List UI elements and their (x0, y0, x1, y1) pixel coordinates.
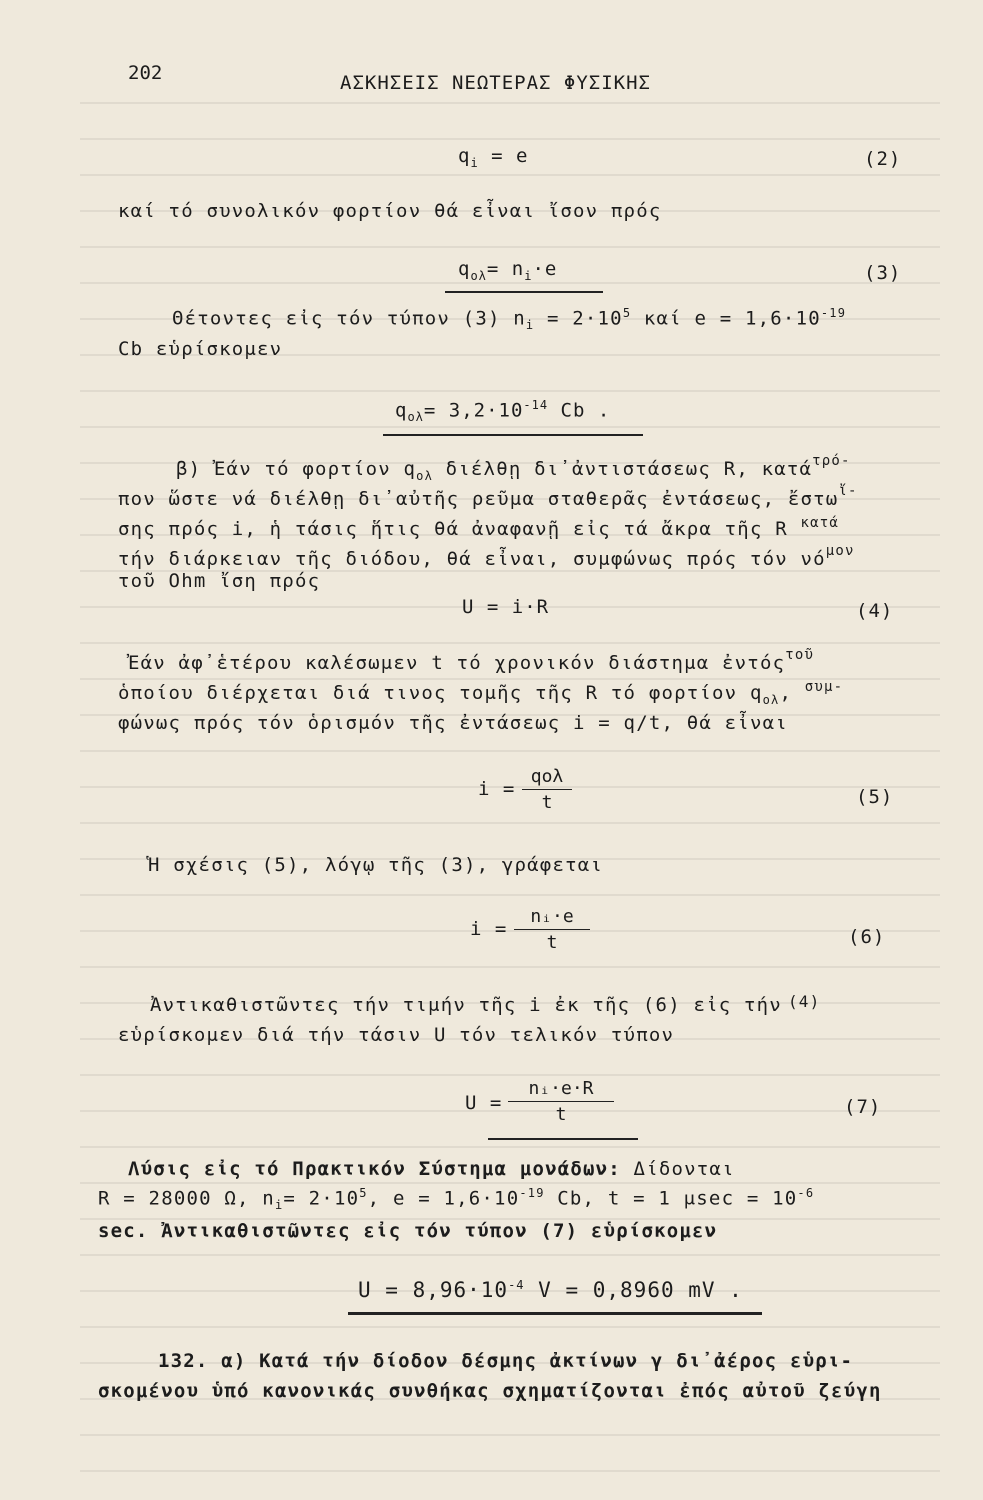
text-line: καί τό συνολικόν φορτίον θά εἶναι ἴσον πρός (118, 200, 662, 222)
equation-5-lhs: i = (478, 778, 516, 800)
page-number: 202 (128, 62, 163, 84)
exercise-132-line: σκομένου ὑπό κανονικάς συνθήκας σχηματίζονται ἐπός αὐτοῦ ζεύγη (98, 1380, 882, 1402)
text-line: β) Ἐάν τό φορτίον $q_{o\lambda}$ διέλθῃ δι᾽ἀντιστάσεως R, κατά$^{\tau\rho ό-}$ (176, 453, 851, 483)
text-line: τήν διάρκειαν τῆς διόδου, θά εἶναι, συμφώνως πρός τόν $\nu ό^{\mu o\nu}$ (118, 543, 855, 570)
equation-4: U = i·R (462, 596, 550, 618)
final-result: $U = 8,96\cdot 10^{-4}$ V = 0,8960 mV . (358, 1278, 743, 1302)
equation-5-fraction: qολ t (522, 766, 572, 813)
solution-heading: Λύσις εἰς τό Πρακτικόν Σύστημα μονάδων: Δίδονται (128, 1158, 735, 1180)
equation-underline (445, 291, 603, 293)
text-line: φώνως πρός τόν ὁρισμόν τῆς ἐντάσεως i = q/t, θά εἶναι (118, 712, 788, 734)
text-line: Ἡ σχέσις (5), λόγῳ τῆς (3), γράφεται (148, 854, 604, 876)
text-line: Ἐάν ἀφ᾽ἑτέρου καλέσωμεν t τό χρονικόν διάστημα ἐντός$^{\tau oῦ}$ (128, 647, 815, 674)
text-line: sec. Ἀντικαθιστῶντες εἰς τόν τύπον (7) εὑρίσκομεν (98, 1220, 718, 1242)
text-line: εὑρίσκομεν διά τήν τάσιν U τόν τελικόν τύπον (118, 1024, 675, 1046)
running-title: ΑΣΚΗΣΕΙΣ ΝΕΩΤΕΡΑΣ ΦΥΣΙΚΗΣ (340, 72, 651, 94)
equation-6-lhs: i = (470, 918, 508, 940)
text-line: Θέτοντες εἰς τόν τύπον (3) $n_i = 2\cdot 10^5$ καί $e = 1,6\cdot 10^{-19}$ (172, 306, 847, 333)
result-underline (383, 434, 643, 436)
text-line: σης πρός i, ἡ τάσις ἥτις θά ἀναφανῇ εἰς τά ἄκρα τῆς R $^{\kappa\alpha\tau ά}$ (118, 515, 840, 540)
equation-3-number: (3) (864, 262, 902, 284)
text-line: R = 28000 Ω, $n_i= 2\cdot 10^5$, $e = 1,6\cdot 10^{-19}$ Cb, t = 1 $\mu\sec = 10^{-6}$ (98, 1186, 815, 1213)
text-line: τοῦ Ohm ἴση πρός (118, 570, 321, 592)
equation-2-number: (2) (864, 148, 902, 170)
equation-7-number: (7) (844, 1096, 882, 1118)
equation-2: $q_i = e$ (458, 145, 529, 170)
equation-7-lhs: U = (465, 1092, 503, 1114)
text-line: Ἀντικαθιστῶντες τήν τιμήν τῆς i ἐκ τῆς (6) εἰς τήν $^{(4)}$ (150, 992, 821, 1016)
text-line: ὁποίου διέρχεται διά τινος τομῆς τῆς R τό φορτίον $q_{o\lambda}$, $^{\sigma\upsilon\mu-}$ (118, 679, 844, 707)
text-line: πον ὥστε νά διέλθῃ δι᾽αὐτῆς ρεῦμα σταθερᾶς ἐντάσεως, ἔστω$^{ἴ-}$ (118, 483, 858, 510)
final-result-underline (348, 1312, 762, 1315)
equation-5-number: (5) (856, 786, 894, 808)
equation-3: $q_{o\lambda}= n_i\cdot e$ (458, 258, 558, 283)
equation-underline (488, 1138, 638, 1140)
text-line: Cb εὑρίσκομεν (118, 338, 283, 360)
equation-4-number: (4) (856, 600, 894, 622)
equation-7-fraction: $\frac{\text{nᵢ·e·R}}{t}$ (508, 1078, 614, 1125)
equation-6-fraction: $\frac{\text{nᵢ·e}}{t}$ (514, 906, 590, 953)
exercise-132-line: 132. α) Κατά τήν δίοδον δέσμης ἀκτίνων γ δι᾽ἀέρος εὑρι- (158, 1350, 854, 1372)
result-total-charge: $q_{o\lambda}= 3,2\cdot 10^{-14}$ Cb . (395, 398, 611, 425)
equation-6-number: (6) (848, 926, 886, 948)
